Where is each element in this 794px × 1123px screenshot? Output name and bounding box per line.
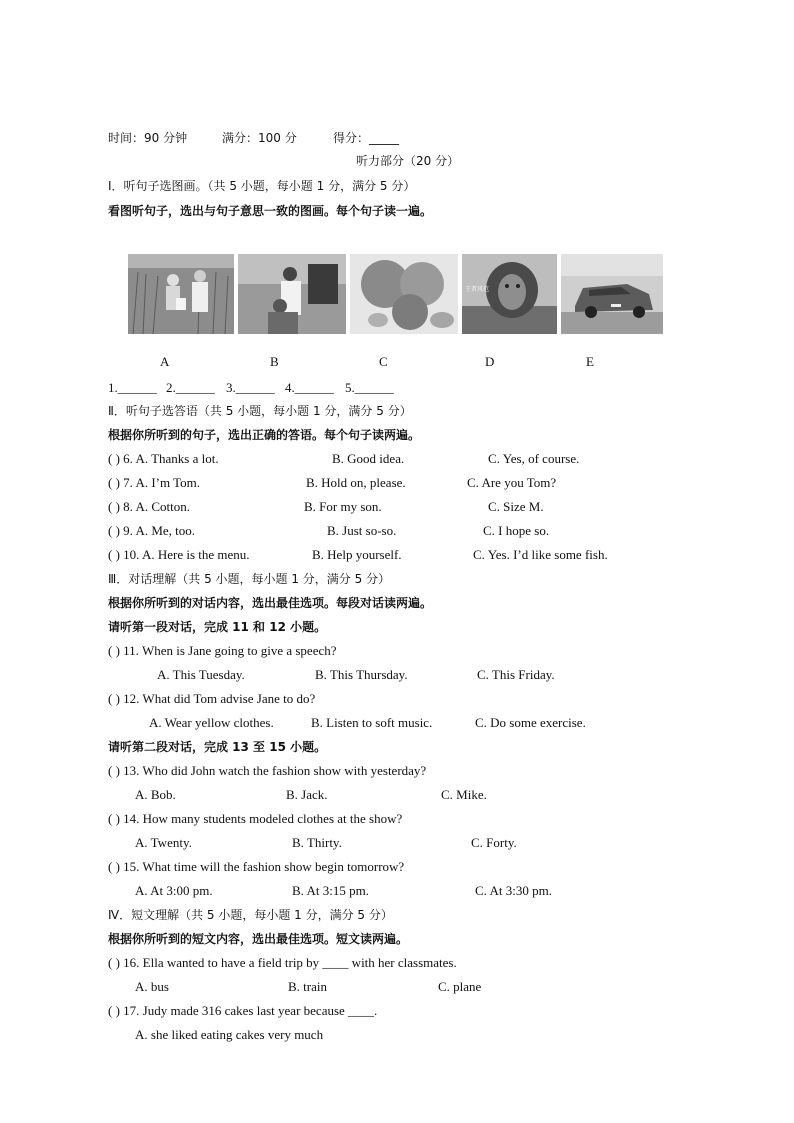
question-13: ( ) 13. Who did John watch the fashion show with yesterday? — [108, 763, 427, 778]
question-13-option-a: A. Bob. — [135, 787, 176, 802]
question-14-option-a: A. Twenty. — [135, 835, 192, 850]
question-14-option-b: B. Thirty. — [292, 835, 342, 850]
question-11-option-b: B. This Thursday. — [315, 667, 408, 682]
question-9-option-c: C. I hope so. — [483, 523, 550, 538]
question-16: ( ) 16. Ella wanted to have a field trip by ____ with her classmates. — [108, 955, 457, 970]
section2-title: Ⅱ．听句子选答语（共 5 小题，每小题 1 分，满分 5 分） — [108, 404, 412, 418]
answer-blank-2[interactable]: 2.______ — [166, 380, 215, 395]
score-label: 得分：_____ — [333, 131, 400, 145]
question-7-option-c: C. Are you Tom? — [467, 475, 557, 490]
time-label: 时间：90 分钟 — [108, 131, 188, 145]
answer-blank-3[interactable]: 3.______ — [226, 380, 275, 395]
question-16-option-b: B. train — [288, 979, 327, 994]
answer-blank-4[interactable]: 4.______ — [285, 380, 334, 395]
question-10-option-b: B. Help yourself. — [312, 547, 402, 562]
section4-instruction: 根据你所听到的短文内容，选出最佳选项。短文读两遍。 — [108, 932, 409, 946]
question-12-option-a: A. Wear yellow clothes. — [149, 715, 274, 730]
picture-c-oranges — [350, 254, 458, 334]
picture-a-farmers — [128, 254, 234, 334]
answer-blank-1[interactable]: 1.______ — [108, 380, 157, 395]
question-14-option-c: C. Forty. — [471, 835, 517, 850]
question-12: ( ) 12. What did Tom advise Jane to do? — [108, 691, 316, 706]
section3-title: Ⅲ．对话理解（共 5 小题，每小题 1 分，满分 5 分） — [108, 572, 391, 586]
question-8-option-c: C. Size M. — [488, 499, 544, 514]
section1-instruction: 看图听句子，选出与句子意思一致的图画。每个句子读一遍。 — [108, 204, 433, 218]
dialog2-heading: 请听第二段对话，完成 13 至 15 小题。 — [108, 740, 327, 754]
question-11: ( ) 11. When is Jane going to give a speech? — [108, 643, 337, 658]
question-17: ( ) 17. Judy made 316 cakes last year because ____. — [108, 1003, 378, 1018]
image-label-e: E — [586, 354, 594, 369]
full-marks-label: 满分：100 分 — [222, 131, 297, 145]
section2-instruction: 根据你所听到的句子，选出正确的答语。每个句子读两遍。 — [108, 428, 421, 442]
question-15-option-b: B. At 3:15 pm. — [292, 883, 369, 898]
question-10: ( ) 10. A. Here is the menu. — [108, 547, 250, 562]
question-11-option-c: C. This Friday. — [477, 667, 555, 682]
question-10-option-c: C. Yes. I’d like some fish. — [473, 547, 608, 562]
question-8: ( ) 8. A. Cotton. — [108, 499, 190, 514]
question-8-option-b: B. For my son. — [304, 499, 382, 514]
answer-blank-5[interactable]: 5.______ — [345, 380, 394, 395]
question-16-option-a: A. bus — [135, 979, 169, 994]
question-6-option-c: C. Yes, of course. — [488, 451, 580, 466]
question-15-option-a: A. At 3:00 pm. — [135, 883, 213, 898]
picture-b-barber — [238, 254, 346, 334]
image-label-b: B — [270, 354, 279, 369]
question-15-option-c: C. At 3:30 pm. — [475, 883, 552, 898]
image-label-d: D — [485, 354, 495, 369]
question-9-option-b: B. Just so-so. — [327, 523, 397, 538]
question-9: ( ) 9. A. Me, too. — [108, 523, 196, 538]
question-6-option-b: B. Good idea. — [332, 451, 405, 466]
dialog1-heading: 请听第一段对话，完成 11 和 12 小题。 — [108, 620, 327, 634]
question-13-option-b: B. Jack. — [286, 787, 328, 802]
section4-title: Ⅳ．短文理解（共 5 小题，每小题 1 分，满分 5 分） — [108, 908, 393, 922]
listening-title: 听力部分（20 分） — [356, 154, 460, 168]
question-11-option-a: A. This Tuesday. — [157, 667, 245, 682]
question-7-option-b: B. Hold on, please. — [306, 475, 406, 490]
question-6: ( ) 6. A. Thanks a lot. — [108, 451, 219, 466]
question-14: ( ) 14. How many students modeled clothes at the show? — [108, 811, 403, 826]
question-7: ( ) 7. A. I’m Tom. — [108, 475, 201, 490]
question-13-option-c: C. Mike. — [441, 787, 487, 802]
section3-instruction: 根据你所听到的对话内容，选出最佳选项。每段对话读两遍。 — [108, 596, 433, 610]
image-label-a: A — [160, 354, 170, 369]
section1-title: Ⅰ．听句子选图画。（共 5 小题，每小题 1 分，满分 5 分） — [108, 179, 416, 193]
question-12-option-c: C. Do some exercise. — [475, 715, 586, 730]
image-label-c: C — [379, 354, 388, 369]
picture-d-lion — [462, 254, 557, 334]
question-12-option-b: B. Listen to soft music. — [311, 715, 433, 730]
question-17-option-a: A. she liked eating cakes very much — [135, 1027, 324, 1042]
question-15: ( ) 15. What time will the fashion show begin tomorrow? — [108, 859, 405, 874]
picture-d-caption: 王者风范 — [465, 286, 490, 293]
question-16-option-c: C. plane — [438, 979, 482, 994]
picture-e-car — [561, 254, 663, 334]
